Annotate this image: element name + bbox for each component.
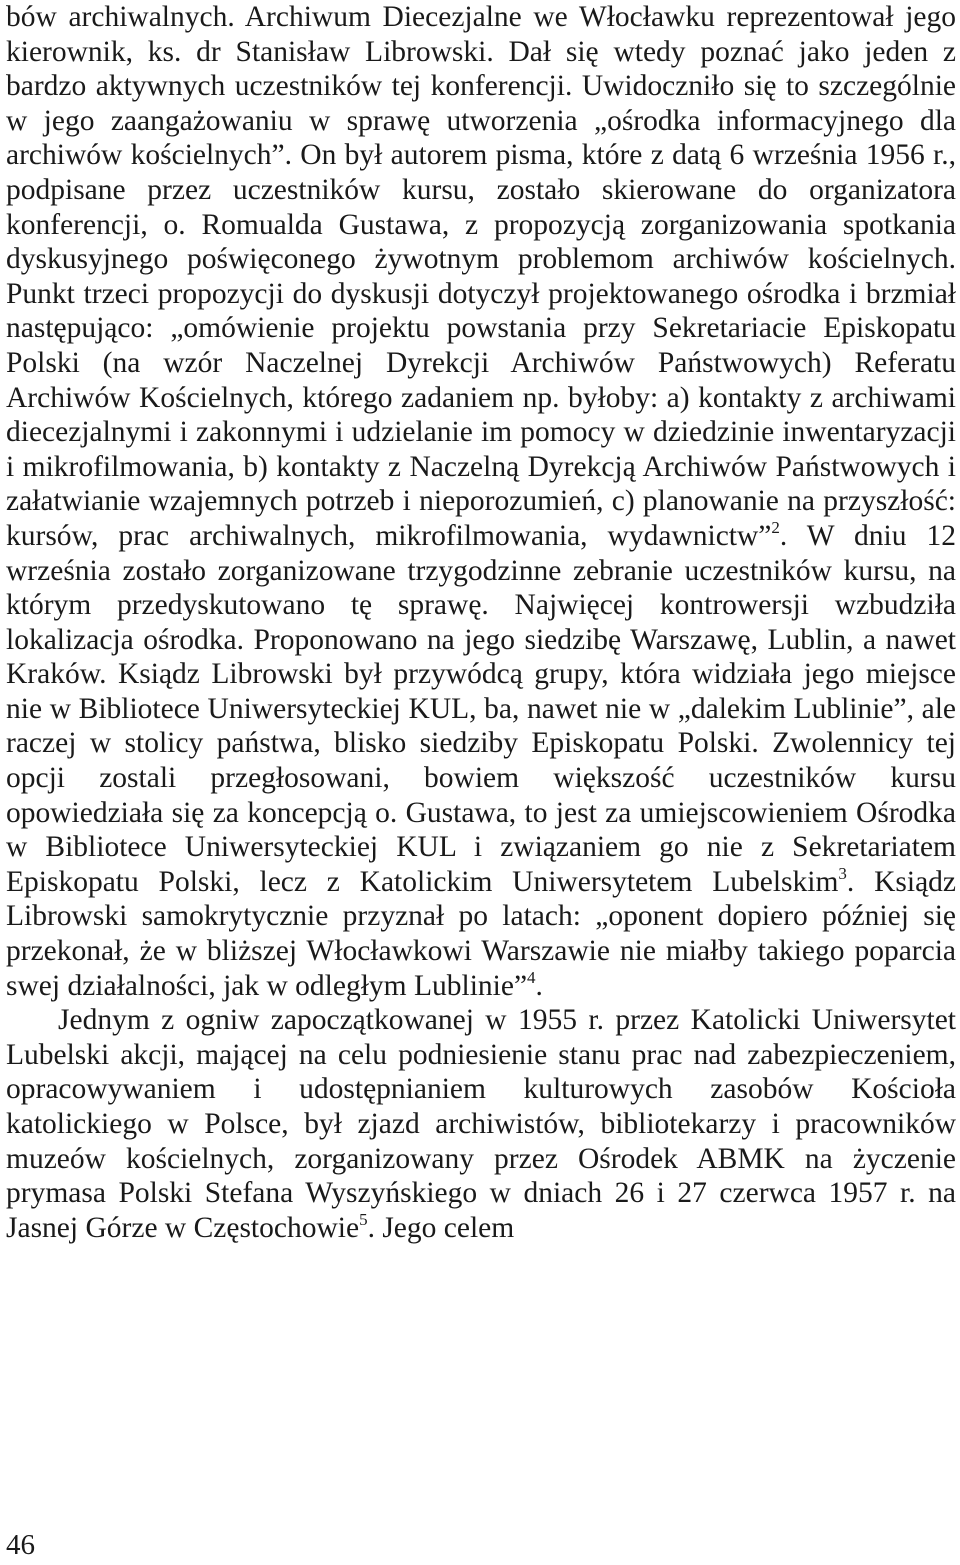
paragraph-1-text-2: . W dniu 12 września zostało zorganizowane trzygodzinne zebranie uczestników kursu, na którym przedyskutowano tę sprawę. Najwięcej kontrowersji wzbudziła lokalizacja ośrodka. Proponowano na jego siedzibę Warszawę, Lublin, a nawet Kraków. Ksiądz Librowski był przywódcą grupy, która widziała jego miejsce nie w Bibliotece Uniwersyteckiej KUL, ba, nawet nie w „dalekim Lublinie”, ale raczej w stolicy państwa, blisko siedziby Episkopatu Polski. Zwolennicy tej opcji zostali przegłosowani, bowiem większość uczestników kursu opowiedziała się za koncepcją o. Gustawa, to jest za umiejscowieniem Ośrodka w Bibliotece Uniwersyteckiej KUL i związaniem go nie z Sekretariatem Episkopatu Polski, lecz z Katolickim Uniwersytetem Lubelskim xyxy=(6,519,956,898)
paragraph-1-text-3: . Ksiądz Librowski samokrytycznie przyznał po latach: „oponent dopiero później się przekonał, że w bliższej Włocławkowi Warszawie nie miałby takiego poparcia swej działalności, jak w odległym Lublinie” xyxy=(6,865,956,1002)
footnote-ref-5[interactable]: 5 xyxy=(359,1209,368,1229)
document-page xyxy=(6,0,956,1245)
footnote-ref-3[interactable]: 3 xyxy=(838,864,847,884)
paragraph-1-text-1: bów archiwalnych. Archiwum Diecezjalne we Włocławku reprezentował jego kierownik, ks. dr Stanisław Librowski. Dał się wtedy poznać jako jeden z bardzo aktywnych uczestników tej konferencji. Uwidoczniło się to szczególnie w jego zaangażowaniu w sprawę utworzenia „ośrodka informacyjnego dla archiwów kościelnych”. On był autorem pisma, które z datą 6 września 1956 r., podpisane przez uczestników kursu, zostało skierowane do organizatora konferencji, o. Romualda Gustawa, z propozycją zorganizowania spotkania dyskusyjnego poświęconego żywotnym problemom archiwów kościelnych. Punkt trzeci propozycji do dyskusji dotyczył projektowanego ośrodka i brzmiał następująco: „omówienie projektu powstania przy Sekretariacie Episkopatu Polski (na wzór Naczelnej Dyrekcji Archiwów Państwowych) Referatu Archiwów Kościelnych, którego zadaniem np. byłoby: a) kontakty z archiwami diecezjalnymi i zakonnymi i udzielanie im pomocy w dziedzinie inwentaryzacji i mikrofilmowania, b) kontakty z Naczelną Dyrekcją Archiwów Państwowych i załatwianie wzajemnych potrzeb i nieporozumień, c) planowanie na przyszłość: kursów, prac archiwalnych, mikrofilmowania, wydawnictw” xyxy=(6,1,956,552)
footnote-ref-4[interactable]: 4 xyxy=(527,967,536,987)
paragraph-1 xyxy=(6,0,956,1003)
paragraph-1-text-4: . xyxy=(535,969,543,1002)
footnote-ref-2[interactable]: 2 xyxy=(771,518,780,538)
paragraph-2-text-2: . Jego celem xyxy=(367,1211,515,1244)
paragraph-2-text-1: Jednym z ogniw zapoczątkowanej w 1955 r. przez Katolicki Uniwersytet Lubelski akcji, mającej na celu podniesienie stanu prac nad zabezpieczeniem, opracowywaniem i udostępnianiem kulturowych zasobów Kościoła katolickiego w Polsce, był zjazd archiwistów, bibliotekarzy i pracowników muzeów kościelnych, zorganizowany przez Ośrodek ABMK na życzenie prymasa Polski Stefana Wyszyńskiego w dniach 26 i 27 czerwca 1957 r. na Jasnej Górze w Częstochowie xyxy=(6,1004,956,1244)
page-number: 46 xyxy=(6,1529,35,1561)
paragraph-2 xyxy=(6,1003,956,1245)
